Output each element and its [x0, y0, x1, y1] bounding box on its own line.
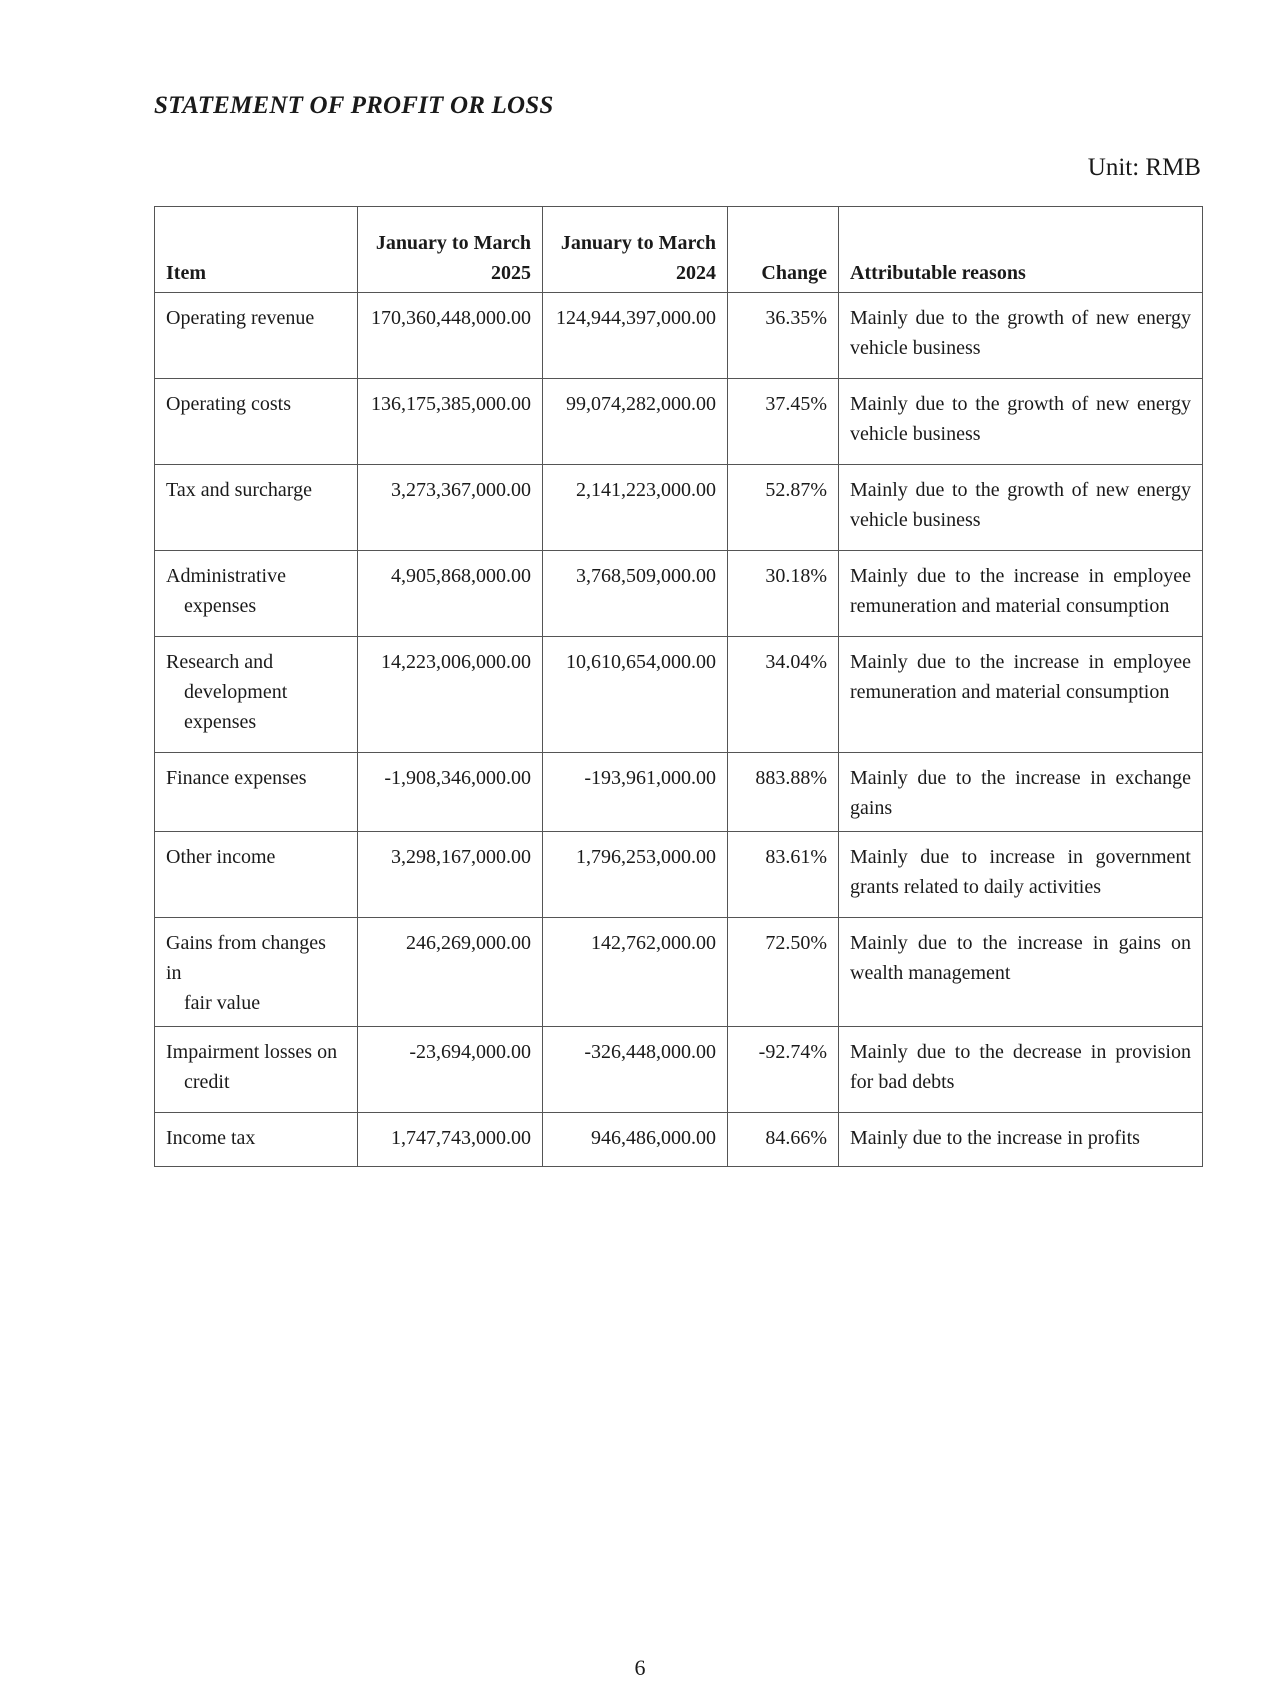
row-item: Other income	[155, 832, 358, 918]
row-change: 36.35%	[728, 293, 839, 379]
row-value-2024: 10,610,654,000.00	[543, 637, 728, 753]
header-reasons: Attributable reasons	[839, 207, 1203, 293]
row-value-2025: 170,360,448,000.00	[358, 293, 543, 379]
row-item: Operating costs	[155, 379, 358, 465]
row-value-2025: 3,273,367,000.00	[358, 465, 543, 551]
row-reason: Mainly due to the growth of new energy vehicle business	[839, 465, 1203, 551]
row-item-line: development	[184, 681, 288, 703]
row-value-2024: 946,486,000.00	[543, 1113, 728, 1167]
row-value-2024: 1,796,253,000.00	[543, 832, 728, 918]
row-item-line: Gains from changes in	[166, 932, 326, 984]
table-row	[155, 293, 1203, 379]
row-change: 34.04%	[728, 637, 839, 753]
table-row	[155, 1113, 1203, 1167]
row-change: 72.50%	[728, 918, 839, 1027]
row-reason: Mainly due to the decrease in provision for bad debts	[839, 1027, 1203, 1113]
row-value-2024: -193,961,000.00	[543, 753, 728, 832]
profit-loss-table	[154, 206, 1203, 1167]
row-value-2024: 124,944,397,000.00	[543, 293, 728, 379]
row-item: Income tax	[155, 1113, 358, 1167]
row-value-2024: 3,768,509,000.00	[543, 551, 728, 637]
row-item-line: Administrative	[166, 565, 286, 587]
row-change: -92.74%	[728, 1027, 839, 1113]
row-reason: Mainly due to the increase in profits	[839, 1113, 1203, 1167]
row-value-2025: 1,747,743,000.00	[358, 1113, 543, 1167]
table-row	[155, 753, 1203, 832]
row-item	[155, 637, 358, 753]
header-period-2025: January to March 2025	[358, 207, 543, 293]
row-item	[155, 918, 358, 1027]
row-reason: Mainly due to increase in government grants related to daily activities	[839, 832, 1203, 918]
row-reason: Mainly due to the increase in exchange gains	[839, 753, 1203, 832]
table-row	[155, 832, 1203, 918]
row-value-2025: 3,298,167,000.00	[358, 832, 543, 918]
row-change: 84.66%	[728, 1113, 839, 1167]
row-reason: Mainly due to the increase in employee remuneration and material consumption	[839, 637, 1203, 753]
row-value-2025: -1,908,346,000.00	[358, 753, 543, 832]
table-header-row	[155, 207, 1203, 293]
row-value-2024: 142,762,000.00	[543, 918, 728, 1027]
row-item-line: fair value	[184, 992, 261, 1014]
row-item	[155, 1027, 358, 1113]
row-change: 83.61%	[728, 832, 839, 918]
page-number: 6	[634, 1655, 646, 1680]
row-value-2024: -326,448,000.00	[543, 1027, 728, 1113]
header-item: Item	[155, 207, 358, 293]
row-change: 30.18%	[728, 551, 839, 637]
row-item: Tax and surcharge	[155, 465, 358, 551]
row-reason: Mainly due to the growth of new energy vehicle business	[839, 293, 1203, 379]
row-change: 37.45%	[728, 379, 839, 465]
row-item: Operating revenue	[155, 293, 358, 379]
row-item-line: Research and	[166, 651, 274, 673]
row-value-2025: 246,269,000.00	[358, 918, 543, 1027]
row-reason: Mainly due to the growth of new energy vehicle business	[839, 379, 1203, 465]
row-value-2025: 14,223,006,000.00	[358, 637, 543, 753]
row-item: Finance expenses	[155, 753, 358, 832]
header-period-2024: January to March 2024	[543, 207, 728, 293]
unit-label: Unit: RMB	[1087, 154, 1201, 181]
row-value-2025: 4,905,868,000.00	[358, 551, 543, 637]
table-row	[155, 379, 1203, 465]
table-row	[155, 918, 1203, 1027]
row-change: 883.88%	[728, 753, 839, 832]
table-row	[155, 1027, 1203, 1113]
header-change: Change	[728, 207, 839, 293]
table-row	[155, 465, 1203, 551]
row-reason: Mainly due to the increase in gains on wealth management	[839, 918, 1203, 1027]
row-value-2025: -23,694,000.00	[358, 1027, 543, 1113]
table-row	[155, 551, 1203, 637]
row-change: 52.87%	[728, 465, 839, 551]
row-item-line: Impairment losses on	[166, 1041, 338, 1063]
document-title: STATEMENT OF PROFIT OR LOSS	[154, 92, 554, 119]
row-reason: Mainly due to the increase in employee remuneration and material consumption	[839, 551, 1203, 637]
row-value-2024: 99,074,282,000.00	[543, 379, 728, 465]
row-item-line: expenses	[184, 711, 257, 733]
row-item	[155, 551, 358, 637]
row-value-2024: 2,141,223,000.00	[543, 465, 728, 551]
row-item-line: expenses	[184, 595, 257, 617]
row-item-line: credit	[184, 1071, 230, 1093]
table-row	[155, 637, 1203, 753]
row-value-2025: 136,175,385,000.00	[358, 379, 543, 465]
